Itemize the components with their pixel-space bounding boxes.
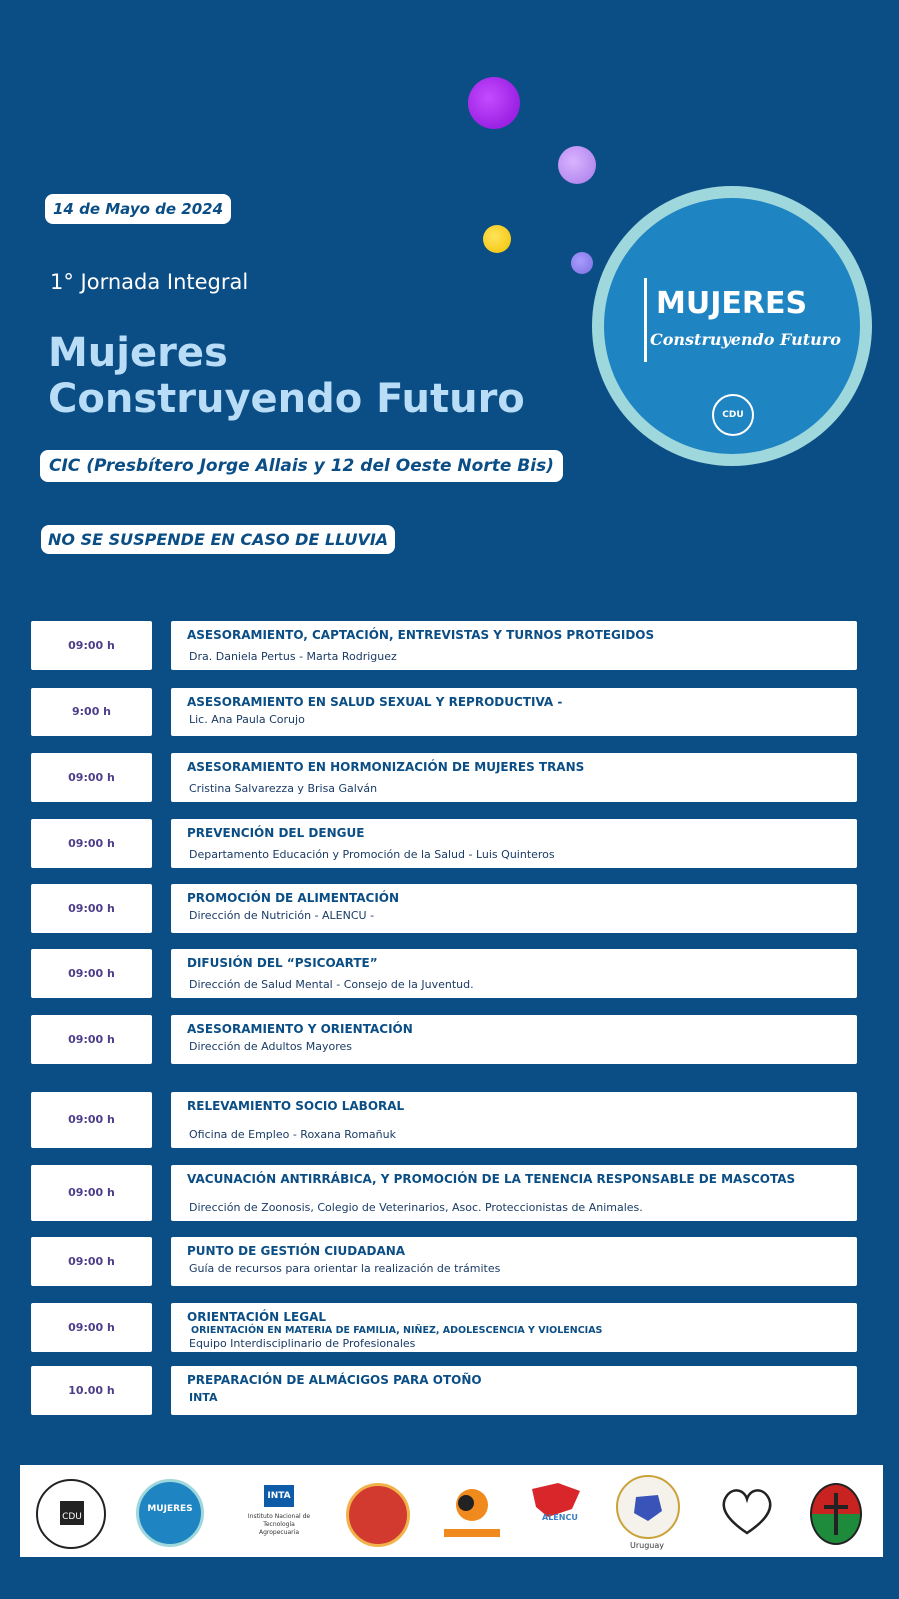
schedule-item-detail: Lic. Ana Paula Corujo [189, 713, 305, 726]
svg-text:CDU: CDU [62, 1512, 82, 1522]
veterinarios-icon [616, 1475, 680, 1539]
schedule-item-title: ASESORAMIENTO Y ORIENTACIÓN [187, 1022, 413, 1036]
event-edition: 1° Jornada Integral [50, 270, 249, 294]
schedule-time: 09:00 h [31, 1015, 152, 1064]
schedule-item-detail: Equipo Interdisciplinario de Profesionales [189, 1337, 416, 1350]
schedule-item-title: PREPARACIÓN DE ALMÁCIGOS PARA OTOÑO [187, 1373, 482, 1387]
ayuda-animal-icon [440, 1479, 504, 1545]
schedule-time: 09:00 h [31, 1303, 152, 1352]
schedule-item [171, 621, 857, 670]
schedule-time: 9:00 h [31, 688, 152, 736]
event-location: CIC (Presbítero Jorge Allais y 12 del Oeste Norte Bis) [40, 450, 563, 482]
schedule-time: 09:00 h [31, 1092, 152, 1148]
schedule-item [171, 1092, 857, 1148]
heart-icon [716, 1479, 778, 1545]
schedule-item-detail: INTA [189, 1391, 218, 1404]
inta-caption: Instituto Nacional de Tecnología Agropecuaria [247, 1513, 311, 1536]
schedule-item-detail: Dirección de Salud Mental - Consejo de la Juventud. [189, 978, 474, 991]
rain-notice: NO SE SUSPENDE EN CASO DE LLUVIA [41, 525, 395, 554]
schedule-time: 09:00 h [31, 884, 152, 933]
animales-icon [346, 1483, 410, 1547]
page-title [48, 330, 525, 422]
schedule-item-title: ORIENTACIÓN LEGAL [187, 1310, 327, 1324]
title-line-2: Construyendo Futuro [48, 376, 525, 422]
schedule-item [171, 1165, 857, 1221]
schedule-item-detail: Dirección de Nutrición - ALENCU - [189, 909, 375, 922]
cdu-seal-icon [36, 1479, 106, 1549]
schedule-item-detail: Dirección de Zoonosis, Colegio de Veterinarios, Asoc. Proteccionistas de Animales. [189, 1201, 643, 1214]
schedule-time: 09:00 h [31, 1165, 152, 1221]
schedule-item-detail: Oficina de Empleo - Roxana Romañuk [189, 1128, 396, 1141]
schedule-time: 10.00 h [31, 1366, 152, 1415]
violet-dot-small [571, 252, 593, 274]
schedule-item-detail: Cristina Salvarezza y Brisa Galván [189, 782, 378, 795]
schedule-time: 09:00 h [31, 753, 152, 802]
schedule-item-title: ASESORAMIENTO EN SALUD SEXUAL Y REPRODUCTIVA - [187, 695, 563, 709]
cross-icon [810, 1483, 862, 1545]
schedule-item-title: RELEVAMIENTO SOCIO LABORAL [187, 1099, 405, 1113]
schedule-item [171, 688, 857, 736]
purple-dot-large [468, 77, 520, 129]
schedule-item-detail: Dra. Daniela Pertus - Marta Rodriguez [189, 650, 397, 663]
schedule-item-detail: Departamento Educación y Promoción de la Salud - Luis Quinteros [189, 848, 555, 861]
sponsors-footer [20, 1465, 883, 1557]
schedule-time: 09:00 h [31, 819, 152, 868]
logo-divider [644, 278, 647, 362]
mujeres-sponsor-label: MUJERES [147, 1504, 193, 1514]
veterinarios-label: Uruguay [630, 1541, 664, 1550]
schedule-item [171, 884, 857, 933]
schedule-item [171, 1237, 857, 1286]
inta-label: INTA [264, 1485, 294, 1507]
logo-word: MUJERES [656, 286, 808, 321]
schedule-time: 09:00 h [31, 621, 152, 670]
inta-icon [234, 1479, 324, 1545]
alencu-icon [528, 1479, 592, 1545]
schedule-item-title: VACUNACIÓN ANTIRRÁBICA, Y PROMOCIÓN DE LA TENENCIA RESPONSABLE DE MASCOTAS [187, 1172, 796, 1186]
logo-tagline: Construyendo Futuro [650, 330, 841, 349]
mujeres-sponsor-icon [136, 1479, 204, 1547]
schedule-item [171, 819, 857, 868]
schedule-item [171, 949, 857, 998]
schedule-item-title: DIFUSIÓN DEL “PSICOARTE” [187, 956, 378, 970]
schedule-item [171, 1366, 857, 1415]
schedule-item [171, 1303, 857, 1352]
schedule-item [171, 753, 857, 802]
schedule-item-detail: Dirección de Adultos Mayores [189, 1040, 353, 1053]
schedule-item-title: ASESORAMIENTO EN HORMONIZACIÓN DE MUJERES TRANS [187, 760, 585, 774]
schedule-item-detail: Guía de recursos para orientar la realización de trámites [189, 1262, 501, 1275]
cdu-badge: CDU [712, 394, 754, 436]
schedule-item-title: PROMOCIÓN DE ALIMENTACIÓN [187, 891, 400, 905]
alencu-label: ALENCU [542, 1513, 578, 1522]
schedule-time: 09:00 h [31, 1237, 152, 1286]
yellow-dot [483, 225, 511, 253]
schedule-item-title: ASESORAMIENTO, CAPTACIÓN, ENTREVISTAS Y TURNOS PROTEGIDOS [187, 628, 655, 642]
mujeres-logo [592, 186, 872, 466]
event-date: 14 de Mayo de 2024 [45, 194, 231, 224]
schedule-item-subtitle: ORIENTACIÓN EN MATERIA DE FAMILIA, NIÑEZ, ADOLESCENCIA Y VIOLENCIAS [191, 1325, 603, 1336]
title-line-1: Mujeres [48, 330, 228, 376]
schedule-item-title: PREVENCIÓN DEL DENGUE [187, 826, 365, 840]
lilac-dot [558, 146, 596, 184]
schedule-time: 09:00 h [31, 949, 152, 998]
schedule-item [171, 1015, 857, 1064]
schedule-item-title: PUNTO DE GESTIÓN CIUDADANA [187, 1244, 406, 1258]
